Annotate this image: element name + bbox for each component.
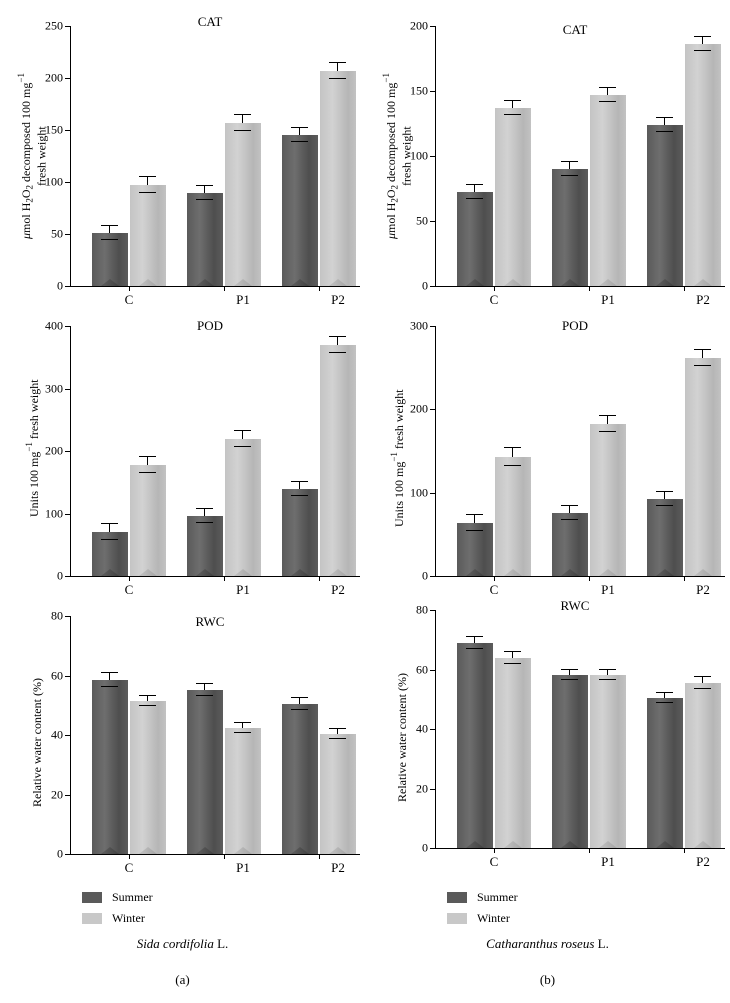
y-tick-label: 50: [416, 213, 428, 228]
bar-winter-c: [495, 658, 531, 848]
error-cap: [504, 114, 521, 115]
y-tick-label: 300: [410, 318, 428, 333]
error-cap: [466, 648, 483, 649]
error-bar: [512, 101, 513, 108]
y-tick-label: 50: [51, 226, 63, 241]
error-bar: [337, 63, 338, 71]
y-tick-label: 100: [410, 485, 428, 500]
error-cap: [101, 672, 118, 673]
error-cap: [504, 663, 521, 664]
y-tick-label: 0: [422, 840, 428, 855]
error-bar: [204, 509, 205, 516]
x-tick-label: P2: [696, 292, 710, 307]
error-cap: [329, 738, 346, 739]
x-tick-label: P2: [696, 582, 710, 597]
y-tick-label: 0: [57, 278, 63, 293]
bar-summer-c: [457, 643, 493, 848]
error-cap: [101, 686, 118, 687]
error-cap: [139, 695, 156, 696]
error-cap: [599, 679, 616, 680]
error-bar: [147, 696, 148, 701]
bar-winter-p1: [590, 95, 626, 286]
error-cap: [139, 472, 156, 473]
chart-title: CAT: [562, 22, 588, 37]
x-tick-label: P1: [236, 860, 250, 875]
bar-summer-c: [457, 192, 493, 286]
legend-item-summer: [82, 890, 153, 905]
error-cap: [656, 702, 673, 703]
error-bar: [664, 118, 665, 125]
error-cap: [561, 679, 578, 680]
legend-item-winter: [447, 911, 518, 926]
error-cap: [139, 705, 156, 706]
x-tick-label: P2: [331, 292, 345, 307]
error-cap: [329, 62, 346, 63]
error-cap: [196, 683, 213, 684]
x-tick-label: P1: [601, 582, 615, 597]
legend-item-winter: [82, 911, 153, 926]
error-bar: [147, 457, 148, 465]
chart-title: RWC: [560, 598, 590, 613]
legend-label-winter: Winter: [477, 911, 510, 925]
error-bar: [109, 226, 110, 233]
bar-winter-p1: [225, 439, 261, 576]
y-tick-label: 60: [416, 662, 428, 676]
y-tick-label: 100: [410, 148, 428, 163]
error-cap: [234, 430, 251, 431]
x-tick-label: P2: [696, 854, 710, 869]
bar-winter-p2: [320, 345, 356, 576]
error-cap: [694, 349, 711, 350]
species-name-a: Sida cordifolia: [136, 936, 214, 951]
error-cap: [291, 141, 308, 142]
bar-summer-p2: [282, 704, 318, 854]
chart-a-cat: [10, 8, 360, 308]
error-bar: [607, 88, 608, 95]
legend-label-winter: Winter: [112, 911, 145, 925]
error-cap: [329, 336, 346, 337]
y-tick-label: 0: [57, 846, 63, 861]
y-tick-label: 300: [45, 381, 63, 395]
error-bar: [337, 729, 338, 734]
y-tick-label: 80: [51, 608, 63, 623]
legend-swatch-winter-icon: [447, 913, 467, 924]
y-tick-label: 0: [422, 278, 428, 293]
y-axis-label: Relative water content (%): [395, 673, 409, 803]
y-axis-label: μmol $H_2O_2$ decomposed 100 $mg^{-1}$ fresh weight: [16, 73, 49, 239]
error-cap: [694, 50, 711, 51]
error-bar: [204, 684, 205, 690]
error-cap: [466, 636, 483, 637]
error-cap: [656, 505, 673, 506]
error-bar: [702, 677, 703, 683]
error-bar: [242, 115, 243, 123]
legend-b: [447, 890, 518, 932]
error-cap: [101, 225, 118, 226]
error-cap: [561, 669, 578, 670]
chart-b-cat: [375, 8, 725, 308]
error-cap: [196, 522, 213, 523]
error-cap: [599, 415, 616, 416]
error-bar: [242, 431, 243, 439]
error-cap: [196, 199, 213, 200]
y-tick-label: 200: [45, 443, 63, 458]
bar-winter-p1: [590, 424, 626, 576]
error-cap: [101, 523, 118, 524]
error-cap: [466, 514, 483, 515]
error-cap: [234, 446, 251, 447]
y-tick-label: 100: [45, 506, 63, 520]
y-tick-label: 200: [410, 18, 428, 33]
legend-a: [82, 890, 153, 932]
x-tick-label: P1: [601, 292, 615, 307]
bar-winter-p1: [225, 728, 261, 854]
error-cap: [599, 87, 616, 88]
error-cap: [694, 688, 711, 689]
y-tick-label: 100: [45, 174, 63, 189]
x-tick-label: P1: [601, 854, 615, 869]
legend-item-summer: [447, 890, 518, 905]
legend-swatch-summer-icon: [82, 892, 102, 903]
error-cap: [599, 669, 616, 670]
x-tick-label: C: [489, 582, 499, 597]
error-cap: [504, 447, 521, 448]
error-cap: [656, 692, 673, 693]
error-cap: [561, 505, 578, 506]
error-cap: [561, 175, 578, 176]
bar-summer-p1: [552, 675, 588, 848]
error-cap: [504, 465, 521, 466]
error-bar: [664, 492, 665, 499]
error-bar: [242, 723, 243, 728]
error-cap: [561, 161, 578, 162]
error-cap: [291, 127, 308, 128]
error-cap: [234, 130, 251, 131]
species-name-b: Catharanthus roseus: [486, 936, 595, 951]
error-bar: [569, 162, 570, 169]
y-tick-label: 200: [410, 401, 428, 416]
y-axis-label: Relative water content (%): [30, 678, 44, 808]
chart-title: RWC: [195, 614, 225, 629]
y-tick-label: 400: [45, 318, 63, 333]
bar-winter-p1: [225, 123, 261, 286]
x-tick-label: P1: [236, 292, 250, 307]
error-bar: [512, 448, 513, 457]
y-tick-label: 80: [416, 602, 428, 617]
plot-area: [410, 18, 725, 307]
bar-summer-p2: [282, 135, 318, 286]
error-cap: [694, 676, 711, 677]
bar-summer-p2: [647, 499, 683, 576]
error-cap: [291, 709, 308, 710]
x-tick-label: C: [124, 860, 134, 875]
x-tick-label: C: [124, 582, 134, 597]
error-cap: [196, 508, 213, 509]
bar-winter-c: [130, 185, 166, 286]
error-bar: [109, 524, 110, 532]
error-cap: [466, 184, 483, 185]
y-tick-label: 60: [51, 668, 63, 682]
y-tick-label: 200: [45, 70, 63, 85]
bar-summer-c: [92, 680, 128, 854]
error-bar: [569, 506, 570, 513]
x-tick-label: P1: [236, 582, 250, 597]
subfigure-label-a: (a): [175, 972, 190, 987]
error-cap: [234, 722, 251, 723]
error-bar: [607, 670, 608, 675]
error-cap: [329, 352, 346, 353]
legend-swatch-summer-icon: [447, 892, 467, 903]
species-authority-a: L.: [213, 936, 229, 951]
bar-summer-p2: [282, 489, 318, 576]
bar-winter-p1: [590, 675, 626, 848]
error-cap: [561, 519, 578, 520]
error-cap: [329, 78, 346, 79]
error-bar: [569, 670, 570, 675]
species-authority-b: L.: [594, 936, 609, 951]
error-bar: [607, 416, 608, 424]
y-tick-label: 150: [410, 83, 428, 98]
bar-winter-c: [495, 108, 531, 286]
error-bar: [299, 482, 300, 489]
error-cap: [656, 131, 673, 132]
bar-winter-c: [130, 465, 166, 576]
subfigure-label-b: (b): [539, 972, 556, 987]
x-tick-label: P2: [331, 860, 345, 875]
error-cap: [101, 239, 118, 240]
error-cap: [291, 697, 308, 698]
y-tick-label: 40: [416, 721, 428, 736]
error-bar: [204, 186, 205, 193]
bar-summer-p1: [552, 169, 588, 286]
error-cap: [234, 732, 251, 733]
bar-winter-p2: [685, 44, 721, 286]
bar-winter-c: [495, 457, 531, 576]
error-bar: [474, 515, 475, 523]
error-bar: [664, 693, 665, 698]
species-caption-b: [365, 936, 730, 952]
species-caption-a: [0, 936, 365, 952]
x-tick-label: C: [124, 292, 134, 307]
chart-b-pod: [375, 308, 725, 598]
error-bar: [337, 337, 338, 345]
bar-summer-p1: [187, 690, 223, 854]
error-cap: [504, 100, 521, 101]
legend-swatch-winter-icon: [82, 913, 102, 924]
error-cap: [196, 185, 213, 186]
bar-summer-p1: [552, 513, 588, 576]
error-cap: [466, 530, 483, 531]
bar-winter-c: [130, 701, 166, 854]
error-cap: [101, 539, 118, 540]
error-bar: [147, 177, 148, 185]
plot-area: [51, 608, 360, 875]
error-bar: [702, 350, 703, 358]
bar-summer-p1: [187, 193, 223, 286]
y-axis-label: μmol $H_2O_2$ decomposed 100 $mg^{-1}$ fresh weight: [381, 73, 414, 240]
bar-winter-p2: [320, 734, 356, 854]
error-cap: [656, 117, 673, 118]
bar-summer-p1: [187, 516, 223, 576]
y-tick-label: 40: [51, 727, 63, 742]
error-cap: [291, 495, 308, 496]
error-cap: [139, 192, 156, 193]
x-tick-label: P2: [331, 582, 345, 597]
error-cap: [329, 728, 346, 729]
bar-winter-p2: [685, 683, 721, 848]
error-bar: [299, 698, 300, 704]
error-cap: [656, 491, 673, 492]
chart-title: POD: [561, 318, 588, 333]
y-axis-label: Units 100 $mg^{-1}$ fresh weight: [24, 379, 41, 517]
bar-winter-p2: [685, 358, 721, 576]
error-bar: [109, 673, 110, 680]
chart-title: CAT: [197, 14, 223, 29]
error-bar: [474, 637, 475, 643]
legend-label-summer: Summer: [477, 890, 518, 904]
chart-a-pod: [10, 308, 360, 598]
error-bar: [702, 37, 703, 44]
error-bar: [474, 185, 475, 192]
error-cap: [291, 481, 308, 482]
y-tick-label: 20: [51, 787, 63, 801]
chart-b-rwc: [375, 598, 725, 878]
error-cap: [694, 365, 711, 366]
x-tick-label: C: [489, 292, 499, 307]
legend-label-summer: Summer: [112, 890, 153, 904]
error-cap: [196, 695, 213, 696]
error-cap: [139, 176, 156, 177]
y-tick-label: 0: [57, 568, 63, 583]
error-bar: [512, 652, 513, 658]
bar-summer-p2: [647, 698, 683, 848]
error-cap: [466, 198, 483, 199]
bar-summer-p2: [647, 125, 683, 286]
error-cap: [234, 114, 251, 115]
y-tick-label: 0: [422, 568, 428, 583]
y-tick-label: 150: [45, 122, 63, 137]
y-tick-label: 250: [45, 18, 63, 33]
y-axis-label: Units 100 $mg^{-1}$ fresh weight: [389, 389, 406, 527]
x-tick-label: C: [489, 854, 499, 869]
y-tick-label: 20: [416, 781, 428, 795]
bar-winter-p2: [320, 71, 356, 286]
error-cap: [599, 101, 616, 102]
error-cap: [504, 651, 521, 652]
error-cap: [139, 456, 156, 457]
chart-title: POD: [196, 318, 223, 333]
error-cap: [694, 36, 711, 37]
error-bar: [299, 128, 300, 135]
bar-summer-c: [92, 233, 128, 286]
error-cap: [599, 431, 616, 432]
chart-a-rwc: [10, 598, 360, 878]
